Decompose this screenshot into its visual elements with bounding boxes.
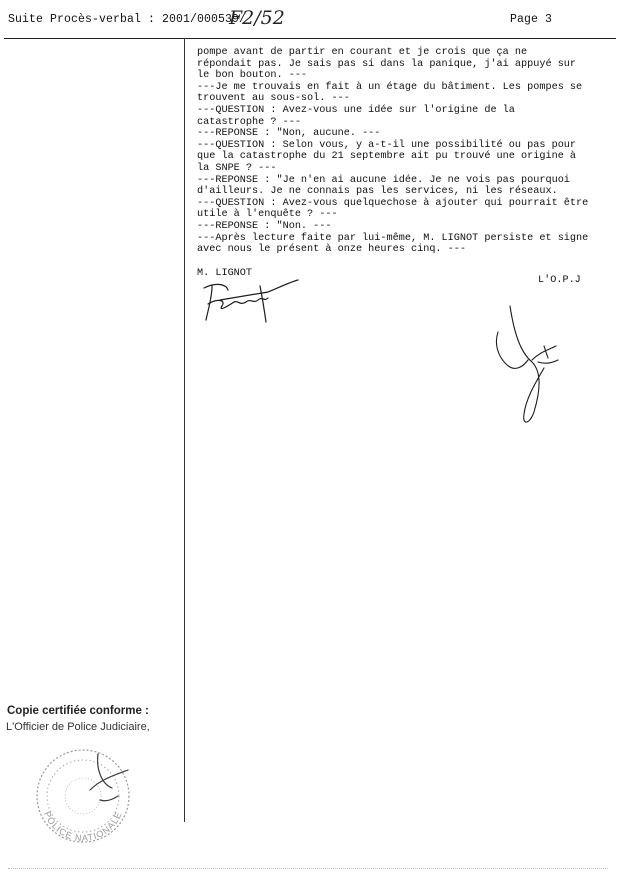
statement-line: ---REPONSE : "Je n'en ai aucune idée. Je ne vois pas pourquoi [197, 174, 570, 186]
header-rule [4, 38, 616, 39]
statement-line: ---QUESTION : Avez-vous une idée sur l'origine de la [197, 104, 515, 116]
statement-line: pompe avant de partir en courant et je crois que ça ne [197, 47, 528, 58]
statement-line: avec nous le présent à onze heures cinq. --- [197, 244, 466, 256]
stamp-text: POLICE NATIONALE [42, 809, 124, 844]
handwritten-reference-text: F2/52 [229, 7, 285, 29]
statement-line: que la catastrophe du 21 septembre ait pu trouvé une origine à [197, 151, 577, 163]
header-reference: Suite Procès-verbal : 2001/000539/ [8, 13, 247, 26]
statement-line: ---QUESTION : Avez-vous quelquechose à ajouter qui pourrait être [197, 197, 589, 209]
witness-name: M. LIGNOT [197, 268, 253, 279]
officer-signature [492, 302, 562, 428]
statement-line: ---REPONSE : "Non. --- [197, 220, 332, 232]
witness-signature [198, 276, 303, 326]
statement-line: catastrophe ? --- [197, 116, 301, 128]
certification-title: Copie certifiée conforme : [7, 705, 149, 717]
statement-line: répondait pas. Je sais pas si dans la panique, j'ai appuyé sur [197, 58, 577, 70]
margin-rule [184, 38, 185, 822]
officer-label: L'O.P.J [538, 275, 581, 286]
statement-line: trouvent au sous-sol. --- [197, 93, 350, 105]
statement-line: ---Je me trouvais en fait à un étage du bâtiment. Les pompes se [197, 81, 583, 93]
statement-line: le bon bouton. --- [197, 70, 308, 82]
handwritten-reference [227, 3, 285, 31]
scan-edge [8, 866, 608, 869]
statement-line: utile à l'enquête ? --- [197, 209, 338, 221]
statement-line: ---Après lecture faite par lui-même, M. LIGNOT persiste et signe [197, 232, 589, 244]
page-number: Page 3 [510, 13, 553, 26]
statement-line: d'ailleurs. Je ne connais pas les services, ni les réseaux. [197, 186, 558, 198]
svg-text:POLICE NATIONALE [42, 810, 124, 843]
police-stamp [20, 740, 146, 850]
statement-body [197, 47, 597, 256]
statement-line: la SNPE ? --- [197, 162, 277, 174]
statement-line: ---REPONSE : "Non, aucune. --- [197, 128, 381, 140]
certification-subtitle: L'Officier de Police Judiciaire, [6, 721, 150, 733]
statement-line: ---QUESTION : Selon vous, y a-t-il une possibilité ou pas pour [197, 139, 577, 151]
